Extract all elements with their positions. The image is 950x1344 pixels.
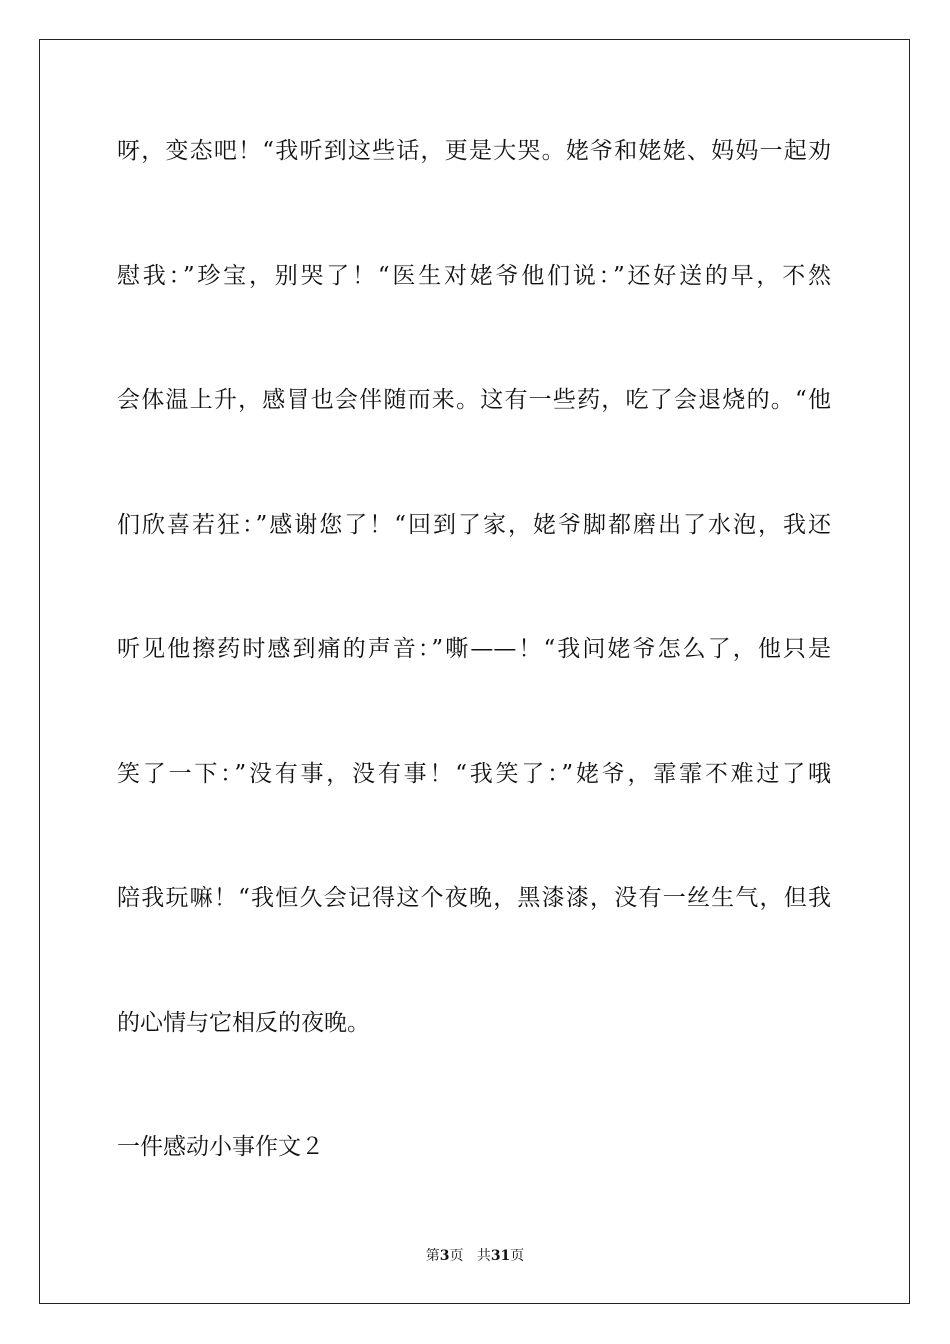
page-footer — [0, 1246, 950, 1266]
page-number: 3 — [439, 1248, 450, 1264]
total-suffix: 页 — [510, 1248, 525, 1264]
paragraph-line: 会体温上升，感冒也会伴随而来。这有一些药，吃了会退烧的。“他 — [117, 387, 831, 413]
total-pages: 31 — [490, 1248, 511, 1264]
paragraph-line: 的心情与它相反的夜晚。 — [117, 1010, 370, 1036]
paragraph-line: 陪我玩嘛！“我恒久会记得这个夜晚，黑漆漆，没有一丝生气，但我 — [117, 885, 831, 911]
paragraph-line: 慰我：”珍宝，别哭了！“医生对姥爷他们说：”还好送的早，不然 — [117, 263, 831, 289]
page-prefix: 第 — [425, 1248, 440, 1264]
page-border — [39, 39, 910, 1304]
section-heading: 一件感动小事作文２ — [117, 1134, 324, 1160]
paragraph-line: 呀，变态吧！“我听到这些话，更是大哭。姥爷和姥姥、妈妈一起劝 — [117, 138, 831, 164]
paragraph-line: 听见他擦药时感到痛的声音：”嘶——！“我问姥爷怎么了，他只是 — [117, 636, 831, 662]
paragraph-line: 们欣喜若狂：”感谢您了！“回到了家，姥爷脚都磨出了水泡，我还 — [117, 512, 831, 538]
page-suffix: 页 — [449, 1248, 464, 1264]
total-prefix: 共 — [476, 1248, 491, 1264]
paragraph-line: 笑了一下：”没有事，没有事！“我笑了：”姥爷，霏霏不难过了哦 — [117, 761, 831, 787]
